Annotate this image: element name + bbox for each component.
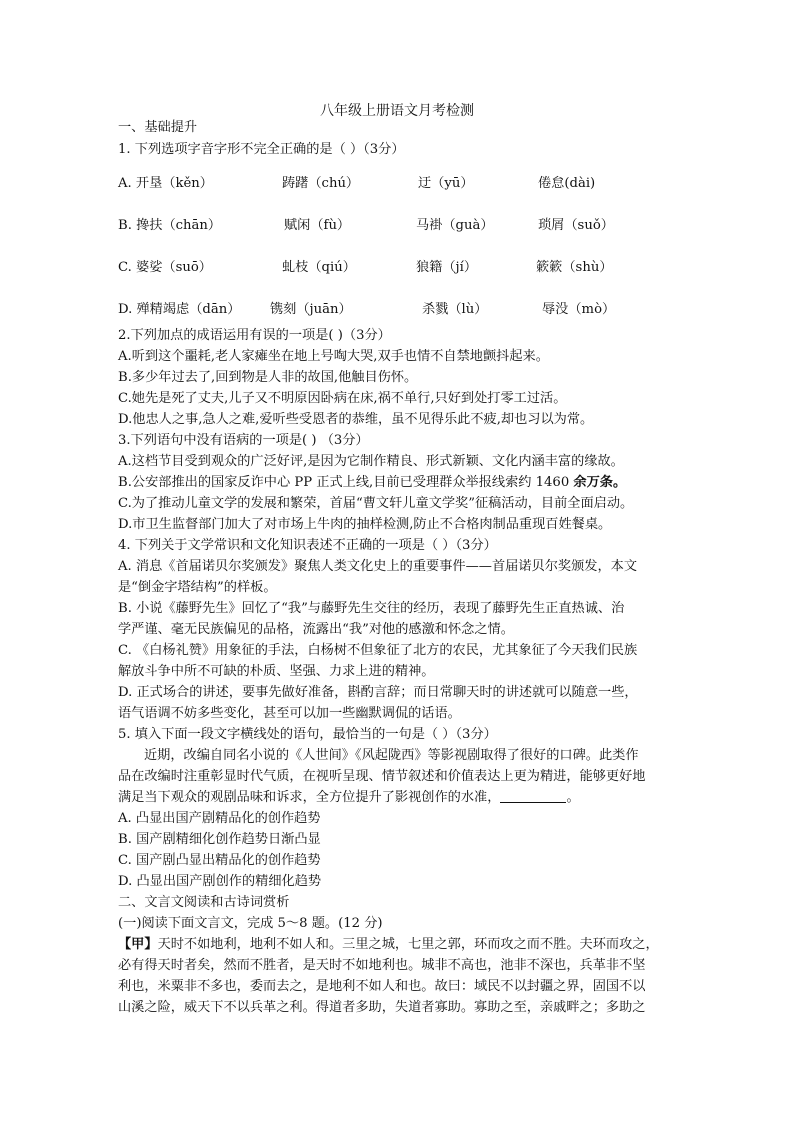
option-continued: 学严谨、毫无民族偏见的品格，流露出“我”对他的感激和怀念之情。 [118,622,514,637]
option: B.多少年过去了,回到物是人非的故国,他触目伤怀。 [118,370,418,385]
section-heading: 二、文言文阅读和古诗词赏析 [118,895,290,910]
part-heading: (一)阅读下面文言文，完成 5～8 题。(12 分) [118,916,383,931]
option: 杀戮（lù） [422,302,488,317]
option: 倦怠(dài) [538,176,596,191]
option: D. 凸显出国产剧创作的精细化趋势 [118,874,322,889]
passage-tag: 【甲】 [118,937,158,952]
option: C.她先是死了丈夫,儿子又不明原因卧病在床,祸不单行,只好到处打零工过活。 [118,391,567,406]
option: A.这档节目受到观众的广泛好评,是因为它制作精良、形式新颖、文化内涵丰富的缘故。 [118,454,624,469]
option-continued: 是“倒金字塔结构”的样板。 [118,580,277,595]
option-text-bold: 余万条。 [573,475,627,490]
option-text: B.公安部推出的国家反诈中心 PP 正式上线,目前已受理群众举报线索约 1460 [118,475,574,490]
fill-blank [500,788,566,803]
passage-line: 必有得天时者矣，然而不胜者，是天时不如地利也。城非不高也，池非不深也，兵革非不坚 [118,958,646,973]
option: D.他忠人之事,急人之难,爱听些受恩者的恭维，虽不见得乐此不疲,却也习以为常。 [118,412,594,427]
option [118,473,678,493]
option-row [118,214,678,234]
passage-line [118,788,678,808]
question-stem: 5. 填入下面一段文字横线处的语句，最恰当的一句是（ ）（3分） [118,727,497,742]
question-stem: 2.下列加点的成语运用有误的一项是( )（3分） [118,328,391,343]
passage-text: 满足当下观众的观剧品味和诉求，全方位提升了影视创作的水准， [118,790,501,805]
option: 迂（yū） [418,176,474,191]
question-stem: 3.下列语句中没有语病的一项是( ) （3分） [118,433,369,448]
option: 辱没（mò） [542,302,616,317]
option: D. 殚精竭虑（dān） [118,302,241,317]
option: A.听到这个噩耗,老人家瘫坐在地上号啕大哭,双手也情不自禁地颤抖起来。 [118,349,549,364]
option: 狼籍（jí） [416,260,478,275]
option: C. 《白杨礼赞》用象征的手法，白杨树不但象征了北方的农民，尤其象征了今天我们民族 [118,643,638,658]
option-row [118,256,678,276]
option: 镌刻（juān） [270,302,352,317]
question-stem: 4. 下列关于文学常识和文化知识表述不正确的一项是（ ）（3分） [118,538,497,553]
option: A. 开垦（kěn） [118,176,213,191]
passage-line: 山溪之险，威天下不以兵革之利。得道者多助，失道者寡助。寡助之至，亲戚畔之；多助之 [118,1000,646,1015]
option: B. 小说《藤野先生》回忆了“我”与藤野先生交往的经历，表现了藤野先生正直热诚、治 [118,601,625,616]
option: 虬枝（qiú） [282,260,356,275]
option: C.为了推动儿童文学的发展和繁荣，首届“曹文轩儿童文学奖”征稿活动，目前全面启动。 [118,496,634,511]
option-continued: 解放斗争中所不可缺的朴质、坚强、力求上进的精神。 [118,664,435,679]
option: B. 国产剧精细化创作趋势日渐凸显 [118,832,321,847]
option-row [118,172,678,192]
page-title: 八年级上册语文月考检测 [320,103,474,119]
option: C. 国产剧凸显出精品化的创作趋势 [118,853,321,868]
section-heading: 一、基础提升 [118,120,198,135]
option: A. 消息《首届诺贝尔奖颁发》聚焦人类文化史上的重要事件——首届诺贝尔奖颁发，本文 [118,559,638,574]
passage-line [118,935,678,955]
passage-line: 近期，改编自同名小说的《人世间》《风起陇西》等影视剧取得了很好的口碑。此类作 [144,748,639,763]
option: 琐屑（suǒ） [538,218,614,233]
option: D. 正式场合的讲述，要事先做好准备，斟酌言辞；而日常聊天时的讲述就可以随意一些， [118,685,638,700]
option-row [118,298,678,318]
option: 踌躇（chú） [282,176,360,191]
option-continued: 语气语调不妨多些变化，甚至可以加一些幽默调侃的话语。 [118,706,461,721]
passage-line: 利也，米粟非不多也，委而去之，是地利不如人和也。故曰：域民不以封疆之界，固国不以 [118,979,646,994]
option: 赋闲（fù） [284,218,351,233]
option: D.市卫生监督部门加大了对市场上牛肉的抽样检测,防止不合格肉制品重现百姓餐桌。 [118,517,612,532]
question-stem: 1. 下列选项字音字形不完全正确的是（ ）（3分） [118,142,405,157]
option: 簌簌（shù） [536,260,613,275]
option: 马褂（guà） [416,218,494,233]
passage-text: 。 [566,790,580,805]
option: A. 凸显出国产剧精品化的创作趋势 [118,811,321,826]
passage-line: 品在改编时注重彰显时代气质，在视听呈现、情节叙述和价值表达上更为精进，能够更好地 [118,769,646,784]
option: B. 搀扶（chān） [118,218,222,233]
passage-text: 天时不如地利，地利不如人和。三里之城，七里之郭，环而攻之而不胜。夫环而攻之， [157,937,659,952]
option: C. 婆娑（suō） [118,260,212,275]
